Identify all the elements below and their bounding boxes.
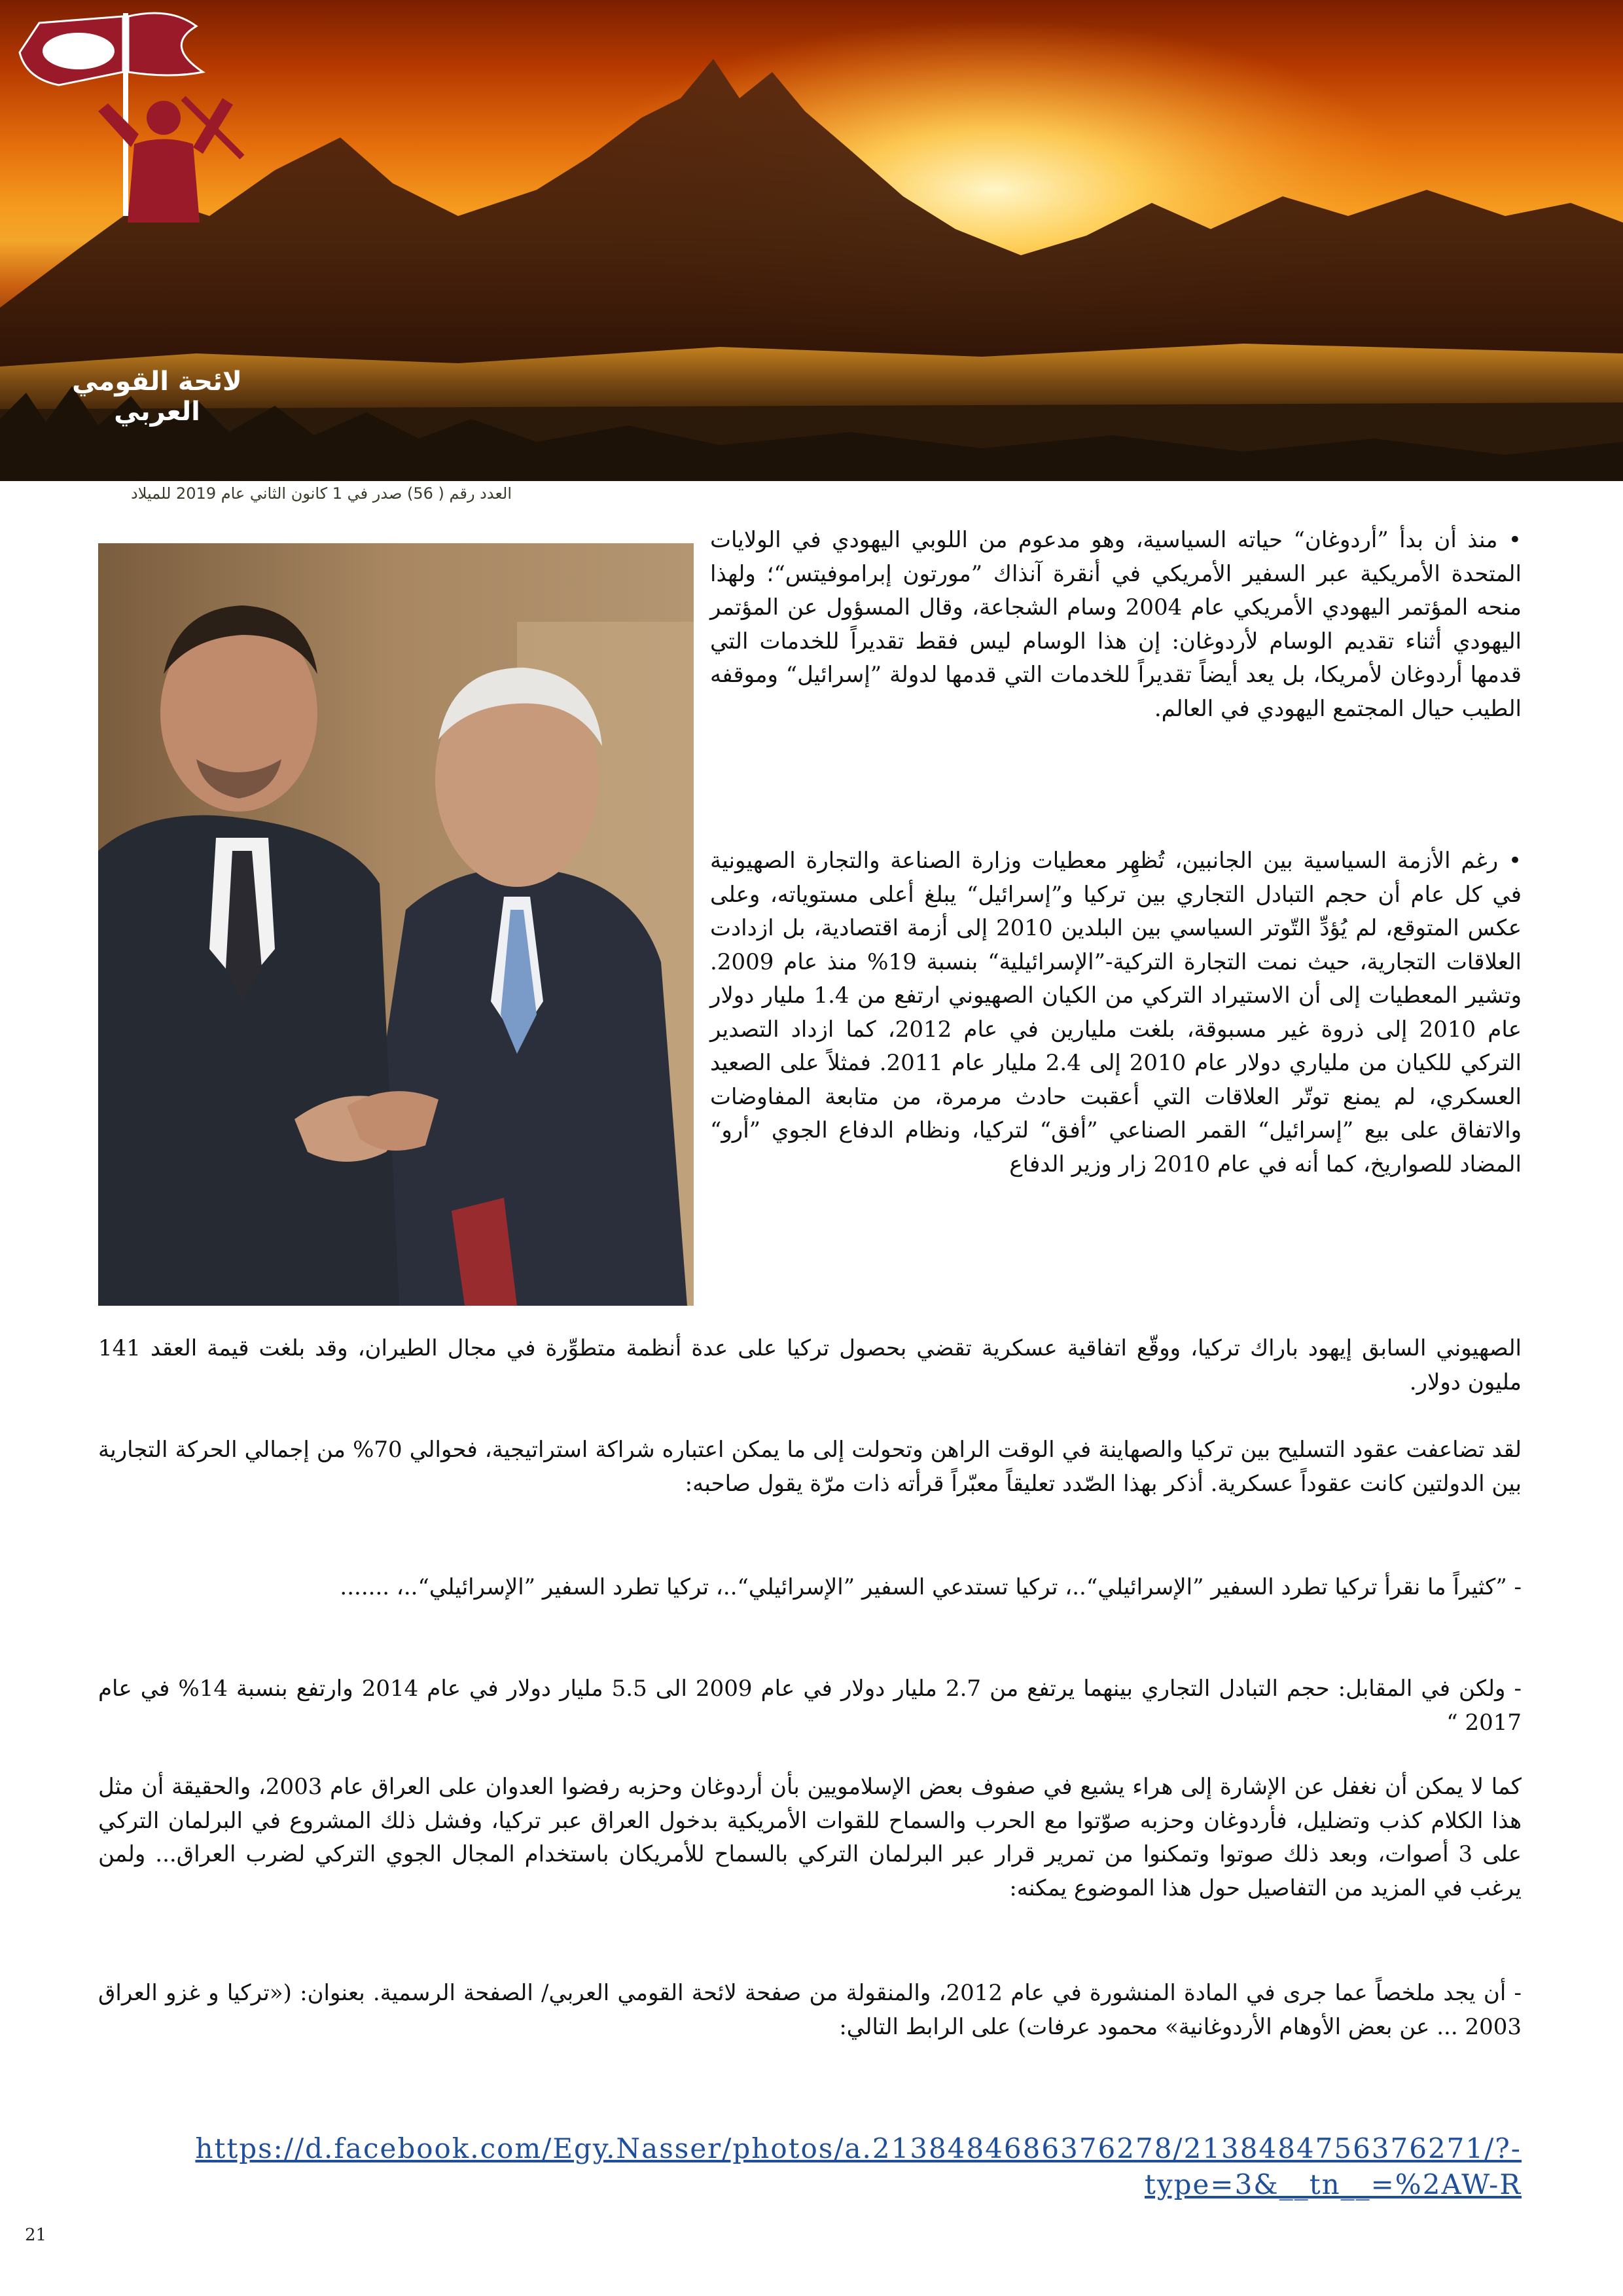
article-paragraph-2: • رغم الأزمة السياسية بين الجانبين، تُظهِر معطيات وزارة الصناعة والتجارة الصهيونية في كل عام أن حجم التبادل التجاري بين تركيا و”إسرائيل“ يبلغ أعلى مستوياته، وعلى عكس المتوقع، لم يُؤدِّ التّوتر السياسي بين البلدين 2010 إلى أزمة اقتصادية، بل ازدادت العلاقات التجارية، حيث نمت التجارة التركية-”الإسرائيلية“ بنسبة 19% منذ عام 2009. وتشير المعطيات إلى أن الاستيراد التركي من الكيان الصهيوني ارتفع من 1.4 مليار دولار عام 2010 إلى ذروة غير مسبوقة، بلغت مليارين في عام 2012، كما ازداد التصدير التركي للكيان من ملياري دولار عام 2010 إلى 2.4 مليار عام 2011. فمثلاً على الصعيد العسكري، لم يمنع توتّر العلاقات التي أعقبت حادث مرمرة، من متابعة المفاوضات والاتفاق على بيع ”إسرائيل“ القمر الصناعي ”أفق“ لتركيا، ونظام الدفاع الجوي ”أرو“ المضاد للصواريخ، كما أنه في عام 2010 زار وزير الدفاع xyxy=(710,848,1522,1177)
quote-paragraph-2: - ولكن في المقابل: حجم التبادل التجاري بينهما يرتفع من 2.7 مليار دولار في عام 2009 الى 5.5 مليار دولار في عام 2014 وارتفع بنسبة 14% في عام 2017 “ xyxy=(98,1676,1522,1736)
header-banner xyxy=(0,0,1623,481)
article-paragraph-3: لقد تضاعفت عقود التسليح بين تركيا والصهاينة في الوقت الراهن وتحولت إلى ما يمكن اعتباره شراكة استراتيجية، فحوالي 70% من إجمالي الحركة التجارية بين الدولتين كانت عقوداً عسكرية. أذكر بهذا الصّدد تعليقاً معبّراً قرأته ذات مرّة يقول صاحبه: xyxy=(98,1437,1522,1497)
article-photo xyxy=(98,543,694,1306)
quote-paragraph-1: - ”كثيراً ما نقرأ تركيا تطرد السفير ”الإسرائيلي“..، تركيا تستدعي السفير ”الإسرائيلي“..، تركيا تطرد السفير ”الإسرائيلي“..، ....... xyxy=(340,1574,1522,1600)
article-paragraph-1: • منذ أن بدأ ”أردوغان“ حياته السياسية، وهو مدعوم من اللوبي اليهودي في الولايات المتحدة الأمريكية عبر السفير الأمريكي في أنقرة آنذاك ”مورتون إبراموفيتس“؛ ولهذا منحه المؤتمر اليهودي الأمريكي عام 2004 وسام الشجاعة، وقال المسؤول عن المؤتمر اليهودي أثناء تقديم الوسام لأردوغان: إن هذا الوسام ليس فقط تقديراً للخدمات التي قدمها أردوغان لأمريكا، بل يعد أيضاً تقديراً للخدمات التي قدمها لدولة ”إسرائيل“ وموقفه الطيب حيال المجتمع اليهودي في العالم. xyxy=(710,527,1522,722)
article-paragraph-4: كما لا يمكن أن نغفل عن الإشارة إلى هراء يشيع في صفوف بعض الإسلامويين بأن أردوغان وحزبه رفضوا العدوان على العراق عام 2003، والحقيقة أن مثل هذا الكلام كذب وتضليل، فأردوغان وحزبه صوّتوا مع الحرب والسماح للقوات الأمريكية بدخول العراق عبر تركيا، وفشل ذلك المشروع في البرلمان التركي على 3 أصوات، وبعد ذلك صوتوا وتمكنوا من تمرير قرار عبر البرلمان التركي بالسماح للأمريكان باستخدام المجال الجوي التركي لضرب العراق... ولمن يرغب في المزيد من التفاصيل حول هذا الموضوع يمكنه: xyxy=(98,1774,1522,1901)
page-number: 21 xyxy=(25,2225,47,2245)
facebook-link[interactable]: https://d.facebook.com/Egy.Nasser/photos/a.2138484686376278/2138484756376271/?-type=3&__tn__=%2AW-R xyxy=(195,2132,1522,2200)
article-paragraph-5: - أن يجد ملخصاً عما جرى في المادة المنشورة في عام 2012، والمنقولة من صفحة لائحة القومي العربي/ الصفحة الرسمية. بعنوان: («تركيا و غزو العراق 2003 ... عن بعض الأوهام الأردوغانية» محمود عرفات) على الرابط التالي: xyxy=(98,1980,1522,2040)
issue-line: العدد رقم ( 56) صدر في 1 كانون الثاني عام 2019 للميلاد xyxy=(131,484,512,503)
article-paragraph-2-continued: الصهيوني السابق إيهود باراك تركيا، ووقّع اتفاقية عسكرية تقضي بحصول تركيا على عدة أنظمة متطوِّرة في مجال الطيران، وقد بلغت قيمة العقد 141 مليون دولار. xyxy=(98,1335,1522,1395)
logo-icon xyxy=(0,0,275,275)
logo-caption: لائحة القومي العربي xyxy=(72,367,242,427)
